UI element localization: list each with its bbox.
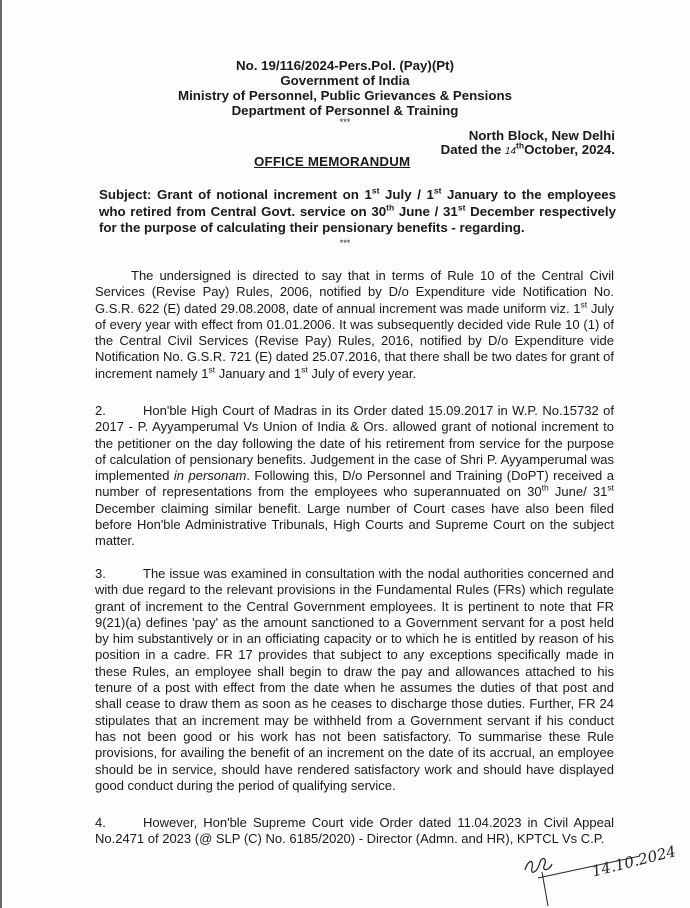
government-name: Government of India xyxy=(280,73,410,88)
paragraph-number: 4. xyxy=(95,815,106,830)
paragraph-1 xyxy=(95,268,614,382)
place: North Block, New Delhi xyxy=(468,128,615,143)
date-day-handwritten: 14 xyxy=(504,146,517,157)
memo-title: OFFICE MEMORANDUM xyxy=(254,154,411,169)
subject-text: Subject: Grant of notional increment on 1 xyxy=(99,187,372,202)
para-text: July of every year. xyxy=(307,365,417,381)
scan-edge xyxy=(0,0,2,908)
ministry-name: Ministry of Personnel, Public Grievances & Pensions xyxy=(178,88,512,103)
date-rest: October, 2024. xyxy=(524,142,615,157)
subject-separator: *** xyxy=(339,238,351,248)
dated-line xyxy=(440,140,615,159)
location-date-block xyxy=(441,129,615,159)
paragraph-3 xyxy=(95,566,614,794)
para-text: The issue was examined in consultation with the nodal authorities concerned and with due regard to the relevant provisions in the Fundamental Rules (FRs) which regulate grant of increment to the Central Government employees. It is pertinent to note that FR 9(21)(a) defines 'pay' as the amount sanctioned to a Government servant for a post held by him substantively or in an officiating capacity or to which he is entitled by reason of his position in a cadre. FR 17 provides that subject to any exceptions specifically made in these Rules, an employee shall begin to draw the pay and allowances attached to his tenure of a post with effect from the date when he assumes the duties of that post and shall cease to draw them as soon as he ceases to discharge those duties. Further, FR 24 stipulates that an increment may be withheld from a Government servant if his conduct has not been good or his work has not been satisfactory. To summarise these Rule provisions, for availing the benefit of an increment on the date of its accrual, an employee should be in service, should have rendered satisfactory work and should have displayed good conduct during the period of qualifying service. xyxy=(95,566,614,793)
sup: th xyxy=(386,202,395,213)
subject-text: July / 1 xyxy=(379,187,434,202)
paragraph-number: 2. xyxy=(95,403,106,418)
paragraph-4 xyxy=(95,815,614,848)
paragraph-2 xyxy=(95,403,614,550)
sup: st xyxy=(301,364,308,375)
date-prefix: Dated the xyxy=(440,142,505,157)
para-text: The undersigned is directed to say that in terms of Rule 10 of the Central Civil Services (Revise Pay) Rules, 2006, notified by D/o Expenditure vide Notification No. G.S.R. 622 (E) dated 29.08.2008, date of annual increment was made uniform viz. 1 xyxy=(95,268,614,316)
para-text: Hon'ble High Court of Madras in its Order dated 15.09.2017 in W.P. No.15732 of 2017 - P. Ayyamperumal Vs Union of India & Ors. allowed grant of notional increment to the petitioner on the day following the date of his retirement from service for the purpose of calculation of pensionary benefits. Judgement in the case of Shri P. Ayyamperumal was implemented xyxy=(95,403,614,484)
subject-text: December respectively for the purpose of calculating their pensionary benefits - regarding. xyxy=(99,203,617,235)
para-text: June/ 31 xyxy=(548,484,608,500)
sup: th xyxy=(541,483,549,494)
sup: st xyxy=(457,202,466,213)
para-text: December claiming similar benefit. Large number of Court cases have also been filed before Hon'ble Administrative Tribunals, High Courts and Supreme Court on the subject matter. xyxy=(95,500,614,549)
para-text: January and 1 xyxy=(215,365,302,381)
department-name: Department of Personnel & Training xyxy=(231,103,459,118)
subject xyxy=(99,187,616,237)
sup: st xyxy=(371,185,380,196)
sup: st xyxy=(607,483,614,494)
sup: st xyxy=(580,299,588,310)
header-separator: *** xyxy=(339,117,351,127)
date-sup: th xyxy=(516,140,525,151)
paragraph-number: 3. xyxy=(95,566,106,581)
subject-text: January to the employees who retired from Central Govt. service on 30 xyxy=(99,187,617,219)
file-number: No. 19/116/2024-Pers.Pol. (Pay)(Pt) xyxy=(235,58,455,73)
subject-text: June / 31 xyxy=(394,203,458,219)
para-text: However, Hon'ble Supreme Court vide Order dated 11.04.2023 in Civil Appeal No.2471 of 2023 (@ SLP (C) No. 6185/2020) - Director (Admn. and HR), KPTCL Vs C.P. xyxy=(95,815,614,847)
handwritten-signature xyxy=(520,842,680,908)
signature-date: 14.10.2024 xyxy=(590,842,678,881)
italic-text: in personam xyxy=(173,468,247,484)
para-text: July of every year with effect from 01.01.2006. It was subsequently decided vide Rule 10 (1) of the Central Civil Services (Revise Pay) Rules, 2016, notified by D/o Expenditure vide Notification No. G.S.R. 721 (E) dated 25.07.2016, that there shall be two dates for grant of increment namely 1 xyxy=(95,300,614,381)
sup: st xyxy=(208,364,216,375)
sup: st xyxy=(433,185,442,196)
letterhead xyxy=(0,58,690,127)
para-text: . Following this, D/o Personnel and Training (DoPT) received a number of representations from the employees who superannuated on 30 xyxy=(95,468,615,500)
